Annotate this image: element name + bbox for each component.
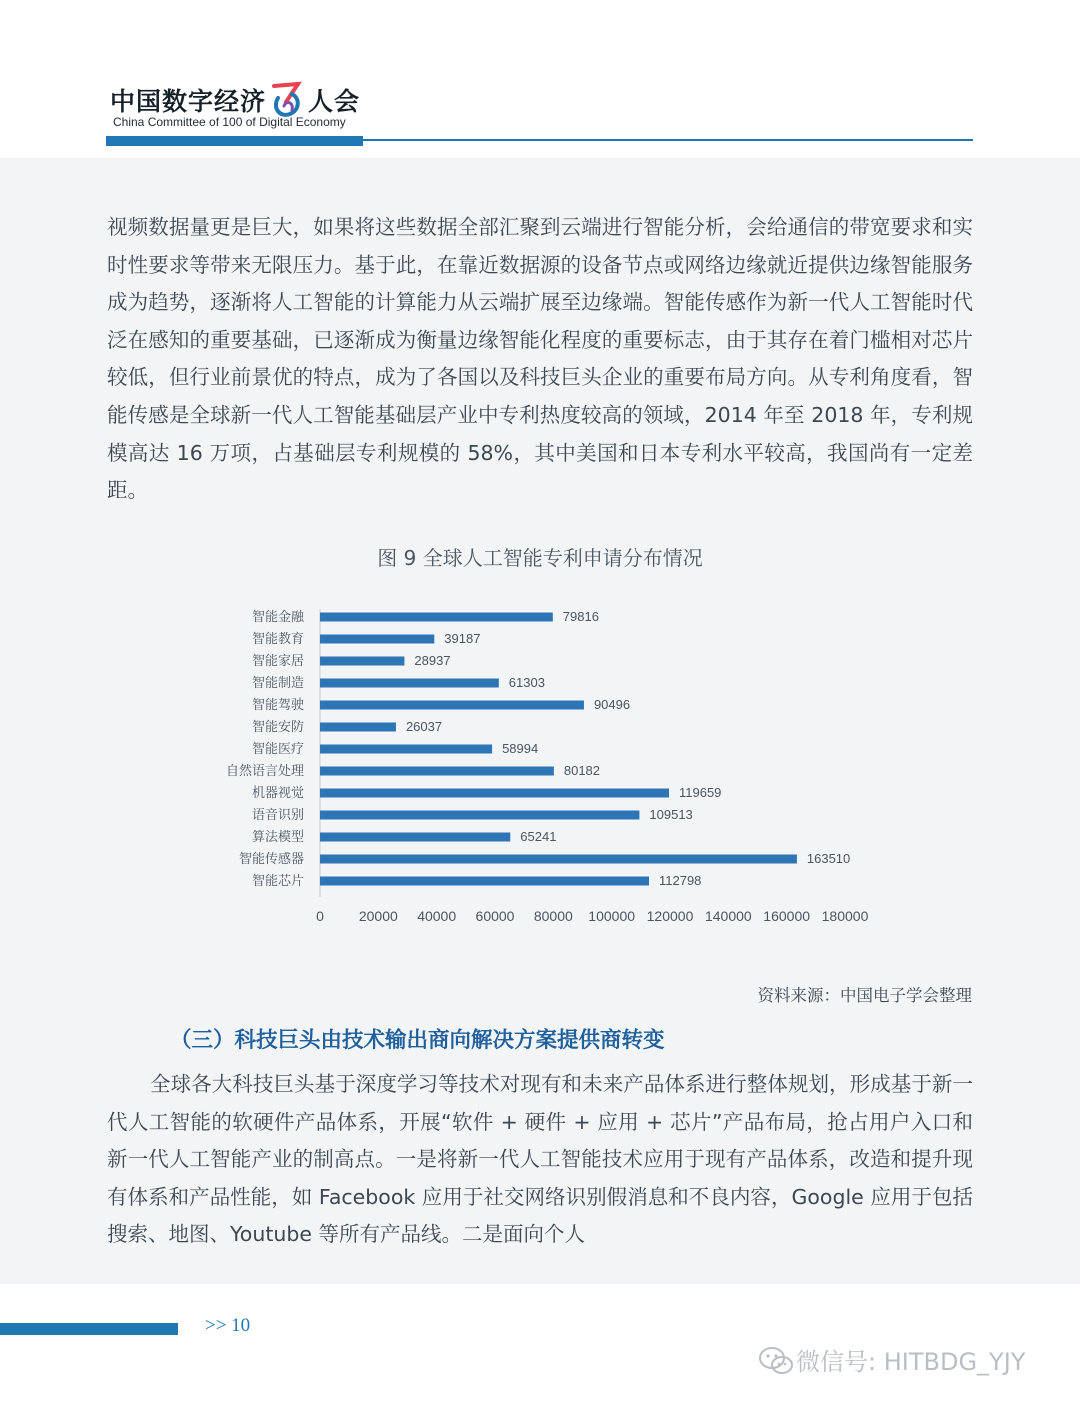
bar xyxy=(320,811,639,820)
category-label: 智能驾驶 xyxy=(251,698,304,713)
header-rule xyxy=(363,139,973,141)
data-label: 79816 xyxy=(562,609,599,624)
page-number: >> 10 xyxy=(205,1315,251,1336)
data-label: 80182 xyxy=(563,763,601,778)
figure-title: 图 9 全球人工智能专利申请分布情况 xyxy=(377,546,703,570)
page-header xyxy=(0,0,1080,158)
bar xyxy=(320,877,649,886)
x-tick-label: 100000 xyxy=(588,908,636,924)
category-label: 智能芯片 xyxy=(251,874,304,889)
bar xyxy=(320,613,553,622)
category-label: 智能医疗 xyxy=(251,742,304,757)
x-tick-label: 40000 xyxy=(417,908,457,924)
category-label: 智能家居 xyxy=(251,654,304,669)
x-tick-label: 80000 xyxy=(533,908,573,924)
data-label: 119659 xyxy=(679,785,722,800)
bar xyxy=(320,701,584,710)
data-label: 61303 xyxy=(508,675,545,690)
x-tick-label: 60000 xyxy=(475,908,515,924)
logo-subtitle: China Committee of 100 of Digital Economy xyxy=(113,115,346,129)
category-label: 自然语言处理 xyxy=(225,764,304,779)
data-label: 65241 xyxy=(520,829,557,844)
section-heading: （三）科技巨头由技术输出商向解决方案提供商转变 xyxy=(170,1028,665,1053)
data-label: 58994 xyxy=(502,741,539,756)
category-label: 智能安防 xyxy=(251,720,304,735)
category-label: 机器视觉 xyxy=(251,786,304,801)
data-label: 109513 xyxy=(649,807,693,822)
data-label: 90496 xyxy=(593,697,631,712)
wechat-icon xyxy=(758,1346,794,1376)
x-tick-label: 20000 xyxy=(358,908,398,924)
bar xyxy=(320,767,554,776)
x-tick-label: 180000 xyxy=(821,908,869,924)
logo-title xyxy=(110,80,360,120)
bar xyxy=(320,745,492,754)
logo-title-left: 中国数字经济 xyxy=(110,87,267,116)
header-accent-bar xyxy=(106,136,363,146)
data-label: 26037 xyxy=(405,719,443,734)
x-tick-label: 120000 xyxy=(646,908,694,924)
data-label: 28937 xyxy=(414,653,451,668)
category-label: 智能金融 xyxy=(251,610,304,625)
bar xyxy=(320,679,499,688)
x-tick-label: 160000 xyxy=(763,908,811,924)
patent-bar-chart xyxy=(200,605,900,945)
digital-economy-100-logo-icon xyxy=(270,80,304,120)
category-label: 算法模型 xyxy=(251,830,304,845)
data-label: 112798 xyxy=(658,873,702,888)
bar xyxy=(320,723,396,732)
body-paragraph-1: 视频数据量更是巨大，如果将这些数据全部汇聚到云端进行智能分析，会给通信的带宽要求和实时性要求等带来无限压力。基于此，在靠近数据源的设备节点或网络边缘就近提供边缘智能服务成为趋势，逐渐将人工智能的计算能力从云端扩展至边缘端。智能传感作为新一代人工智能时代泛在感知的重要基础，已逐渐成为衡量边缘智能化程度的重要标志，由于其存在着门槛相对芯片较低，但行业前景优的特点，成为了各国以及科技巨头企业的重要布局方向。从专利角度看，智能传感是全球新一代人工智能基础层产业中专利热度较高的领域，2014 年至 2018 年，专利规模高达 16 万项，占基础层专利规模的 58%，其中美国和日本专利水平较高，我国尚有一定差距。 xyxy=(107,215,973,503)
category-label: 智能传感器 xyxy=(238,852,304,867)
category-label: 智能教育 xyxy=(251,632,304,647)
category-label: 语音识别 xyxy=(251,808,304,823)
body-paragraph-2: 全球各大科技巨头基于深度学习等技术对现有和未来产品体系进行整体规划，形成基于新一代人工智能的软硬件产品体系，开展“软件 + 硬件 + 应用 + 芯片”产品布局，抢占用户入口和新一代人工智能产业的制高点。一是将新一代人工智能技术应用于现有产品体系，改造和提升现有体系和产品性能，如 Facebook 应用于社交网络识别假消息和不良内容，Google 应用于包括搜索、地图、Youtube 等所有产品线。二是面向个人 xyxy=(107,1072,973,1247)
bar xyxy=(320,833,510,842)
logo-title-right: 人会 xyxy=(308,87,361,116)
data-label: 163510 xyxy=(806,851,851,866)
bar xyxy=(320,855,797,864)
watermark-text: 微信号: HITBDG_YJY xyxy=(796,1348,1026,1376)
bar xyxy=(320,635,434,644)
wechat-watermark xyxy=(758,1342,1025,1377)
category-label: 智能制造 xyxy=(251,676,304,691)
footer-accent-bar xyxy=(0,1323,178,1335)
figure-source: 资料来源：中国电子学会整理 xyxy=(757,986,972,1005)
bar xyxy=(320,789,669,798)
x-tick-label: 140000 xyxy=(704,908,752,924)
x-tick-label: 0 xyxy=(316,908,324,924)
bar xyxy=(320,657,404,666)
data-label: 39187 xyxy=(444,631,481,646)
